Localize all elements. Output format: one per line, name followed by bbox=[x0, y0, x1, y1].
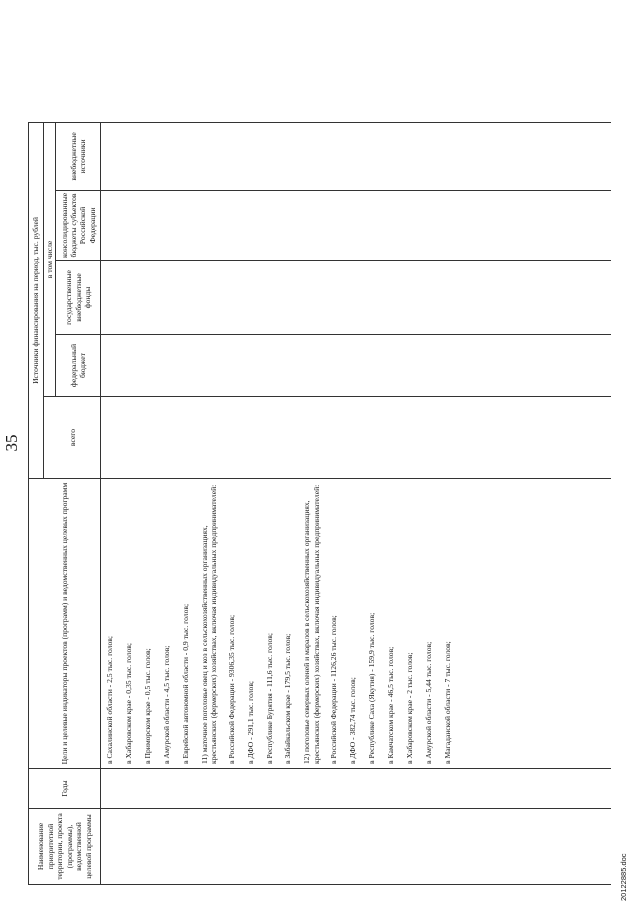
header-including: в том числе bbox=[44, 122, 56, 396]
header-name: Наименование приоритетной территории, проекта (программы), ведомственной целевой программы bbox=[29, 809, 101, 885]
goal-line: в Забайкальском крае - 179,5 тыс. голов; bbox=[283, 633, 293, 764]
goal-line: в Республике Бурятия - 111,6 тыс. голов; bbox=[264, 633, 274, 764]
header-regional: консолидированные бюджеты субъектов Российской Федерации bbox=[56, 190, 101, 260]
cell-offbudget bbox=[101, 122, 611, 190]
document-code: 20122885.doc bbox=[619, 853, 628, 901]
header-years: Годы bbox=[29, 769, 101, 809]
funding-table bbox=[28, 122, 611, 885]
cell-total bbox=[101, 397, 611, 479]
goal-line: в Сахалинской области - 2,5 тыс. голов; bbox=[105, 636, 115, 764]
header-funding-sources: Источники финансирования на период, тыс. рублей bbox=[29, 122, 44, 478]
cell-state-offbudget bbox=[101, 261, 611, 335]
goal-line: в Российской Федерации - 9306,35 тыс. голов; bbox=[226, 614, 236, 764]
header-offbudget: внебюджетные источники bbox=[56, 122, 101, 190]
goal-line: 11) маточное поголовье овец и коз в сельскохозяйственных организациях, крестьянских (фермерских) хозяйствах, включая индивидуальных предпринимателей: bbox=[199, 484, 219, 764]
header-goals: Цели и целевые индикаторы проектов (программ) и ведомственных целевых программ bbox=[29, 479, 101, 769]
goal-line: в Магаданской области - 7 тыс. голов; bbox=[442, 641, 452, 764]
goal-line: в Республике Саха (Якутия) - 159,9 тыс. голов; bbox=[367, 612, 377, 764]
goal-line: в Российской Федерации - 1126,26 тыс. голов; bbox=[329, 615, 339, 764]
goal-line: в Еврейской автономной области - 0,9 тыс. голов; bbox=[180, 603, 190, 764]
header-federal: федеральный бюджет bbox=[56, 335, 101, 397]
header-state-offbudget: государственные внебюджетные фонды bbox=[56, 261, 101, 335]
cell-goals bbox=[101, 479, 611, 769]
cell-years bbox=[101, 769, 611, 809]
goal-line: в Камчатском крае - 46,5 тыс. голов; bbox=[385, 646, 395, 764]
cell-name bbox=[101, 809, 611, 885]
goal-line: в ДФО - 382,74 тыс. голов; bbox=[348, 677, 358, 764]
page-number: 35 bbox=[2, 434, 21, 452]
goal-line: в ДФО - 291,1 тыс. голов; bbox=[245, 680, 255, 764]
header-total: всего bbox=[44, 397, 101, 479]
goal-line: 12) поголовье северных оленей и маралов в сельскохозяйственных организациях, крестьянских (фермерских) хозяйствах, включая индивидуальных предпринимателей: bbox=[302, 484, 321, 764]
cell-federal bbox=[101, 335, 611, 397]
goal-line: в Хабаровском крае - 2 тыс. голов; bbox=[404, 652, 414, 764]
goal-line: в Приморском крае - 0,5 тыс. голов; bbox=[143, 648, 153, 764]
goal-line: в Хабаровском крае - 0,35 тыс. голов; bbox=[124, 643, 134, 764]
cell-regional bbox=[101, 190, 611, 260]
goal-line: в Амурской области - 4,5 тыс. голов; bbox=[162, 645, 172, 764]
goal-line: в Амурской области - 5,44 тыс. голов; bbox=[423, 641, 433, 764]
